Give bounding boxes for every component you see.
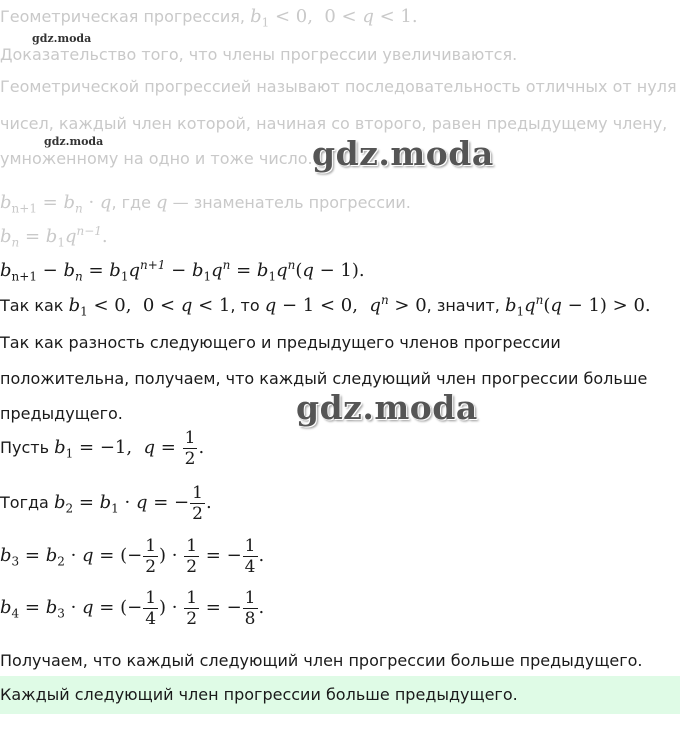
problem-title: Геометрическая прогрессия, — [0, 7, 245, 26]
paragraph-line-2: положительна, получаем, что каждый следующий член прогрессии больше — [0, 369, 648, 388]
watermark-small: gdz.moda — [32, 32, 92, 45]
definition-line-3: умноженному на одно и тоже число. — [0, 149, 313, 168]
third-term: $b_3 = b_2 \cdot q$ = (− $\frac{1}{2}$ ) · $\frac{1}{2}$ = − $\frac{1}{4}$ . — [0, 536, 265, 577]
example-values: Пусть $b_1 = -1$, q = $\frac{1}{2}$ . — [0, 428, 205, 469]
paragraph-line-3: предыдущего. — [0, 404, 123, 423]
second-term: Тогда $b_2 = b_1 \cdot q$ = − $\frac{1}{2}$ . — [0, 483, 212, 524]
watermark-large: gdz.moda — [312, 134, 494, 173]
general-term-formula: $b_n = b_1q^{n-1}$. — [0, 224, 108, 250]
then-lead: Тогда — [0, 493, 49, 512]
answer-box — [0, 676, 680, 714]
sign-reasoning: Так как $b_1 < 0$, 0 < q < 1, то q − 1 < 0, $q^n > 0$, значит, $b_1q^n(q - 1) > 0$. — [0, 293, 651, 319]
recurrence-tail: — знаменатель прогрессии. — [172, 193, 411, 212]
sign-mid: , то — [230, 296, 260, 315]
sign-tail: , значит, — [426, 296, 500, 315]
watermark-small-2: gdz.moda — [44, 135, 104, 148]
difference-formula: $b_{n+1} - b_n = b_1q^{n+1} - b_1q^n = b_1q^n(q - 1)$. — [0, 258, 365, 284]
let-lead: Пусть — [0, 438, 50, 457]
conclusion-text: Получаем, что каждый следующий член прогрессии больше предыдущего. — [0, 651, 643, 670]
goal-text: Доказательство того, что члены прогрессии увеличиваются. — [0, 45, 518, 64]
definition-line-1: Геометрической прогрессией называют последовательность отличных от нуля — [0, 77, 677, 96]
paragraph-line-1: Так как разность следующего и предыдущего членов прогрессии — [0, 333, 561, 352]
watermark-large-2: gdz.moda — [296, 388, 478, 427]
fourth-term: $b_4 = b_3 \cdot q$ = (− $\frac{1}{4}$ ) · $\frac{1}{2}$ = − $\frac{1}{8}$ . — [0, 588, 265, 629]
recurrence-formula: $b_{n+1} = b_n \cdot q$, где q — знаменатель прогрессии. — [0, 192, 411, 216]
problem-statement — [0, 6, 418, 30]
problem-condition: $b_1 < 0$, 0 < q < 1. — [250, 6, 418, 30]
definition-line-2: чисел, каждый член которой, начиная со второго, равен предыдущему члену, — [0, 114, 668, 133]
recurrence-text: , где — [111, 193, 151, 212]
sign-lead: Так как — [0, 296, 64, 315]
answer-text: Каждый следующий член прогрессии больше предыдущего. — [0, 685, 518, 704]
